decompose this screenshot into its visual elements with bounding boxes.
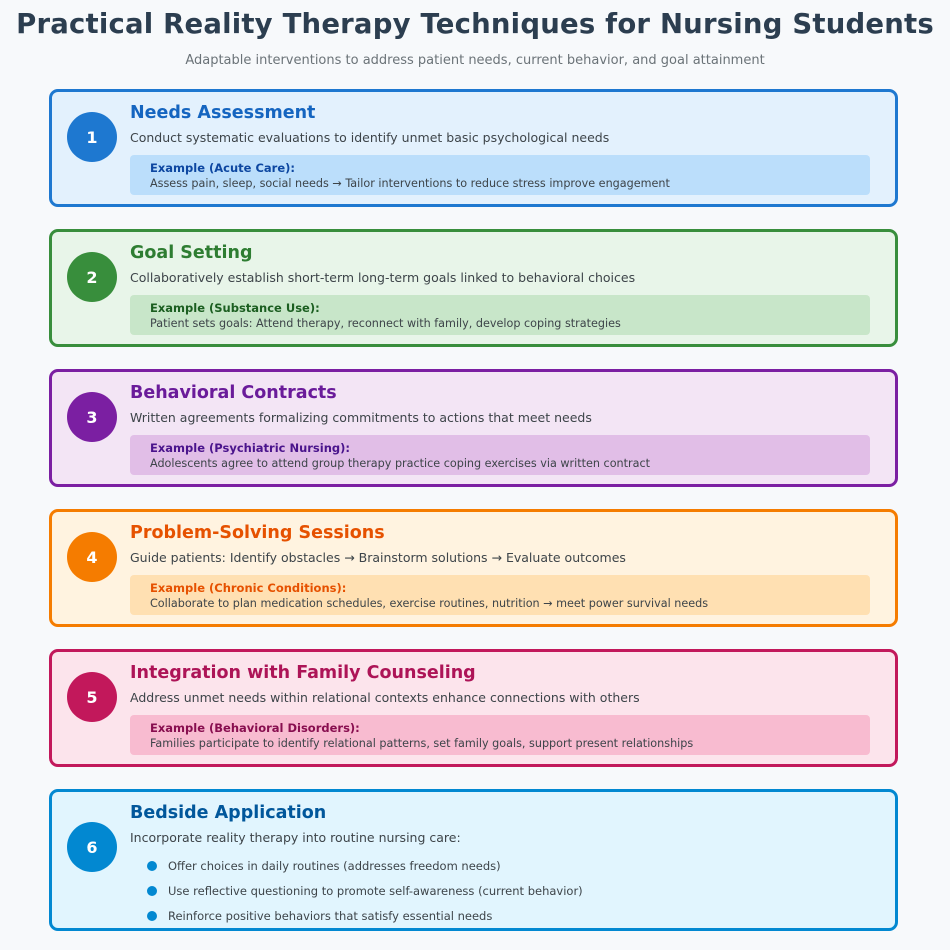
step-description: Written agreements formalizing commitments to actions that meet needs [130, 410, 592, 425]
example-text: Families participate to identify relational patterns, set family goals, support present relationships [150, 737, 694, 750]
page-title: Practical Reality Therapy Techniques for Nursing Students [16, 8, 934, 40]
step-title: Integration with Family Counseling [130, 663, 476, 683]
list-item-text: Use reflective questioning to promote self-awareness (current behavior) [168, 884, 583, 898]
example-label: Example (Chronic Conditions): [150, 581, 347, 595]
step-card-goal-setting [49, 229, 898, 347]
bullet-dot-icon [147, 911, 157, 921]
step-card-problem-solving [49, 509, 898, 627]
example-text: Collaborate to plan medication schedules, exercise routines, nutrition → meet power survival needs [150, 597, 709, 610]
list-item [147, 909, 583, 934]
step-title: Problem-Solving Sessions [130, 523, 385, 543]
example-box [130, 155, 870, 195]
list-item [147, 884, 583, 909]
step-description: Incorporate reality therapy into routine nursing care: [130, 830, 461, 845]
step-card-family-counseling [49, 649, 898, 767]
step-card-bedside-application [49, 789, 898, 931]
example-label: Example (Psychiatric Nursing): [150, 441, 350, 455]
list-item-text: Offer choices in daily routines (addresses freedom needs) [168, 859, 501, 873]
bedside-list [147, 859, 583, 934]
example-box [130, 295, 870, 335]
step-number-badge: 1 [67, 112, 117, 162]
bullet-dot-icon [147, 861, 157, 871]
step-description: Address unmet needs within relational contexts enhance connections with others [130, 690, 640, 705]
bullet-dot-icon [147, 886, 157, 896]
example-box [130, 435, 870, 475]
example-text: Assess pain, sleep, social needs → Tailor interventions to reduce stress improve engagement [150, 177, 670, 190]
step-card-needs-assessment [49, 89, 898, 207]
list-item-text: Reinforce positive behaviors that satisfy essential needs [168, 909, 493, 923]
step-title: Goal Setting [130, 243, 253, 263]
step-number-badge: 2 [67, 252, 117, 302]
step-title: Needs Assessment [130, 103, 316, 123]
example-box [130, 575, 870, 615]
step-description: Collaboratively establish short-term long-term goals linked to behavioral choices [130, 270, 636, 285]
example-text: Patient sets goals: Attend therapy, reconnect with family, develop coping strategies [150, 317, 621, 330]
page-subtitle: Adaptable interventions to address patient needs, current behavior, and goal attainment [185, 53, 765, 68]
step-title: Bedside Application [130, 803, 327, 823]
list-item [147, 859, 583, 884]
step-description: Guide patients: Identify obstacles → Brainstorm solutions → Evaluate outcomes [130, 550, 626, 565]
example-label: Example (Substance Use): [150, 301, 320, 315]
step-number-badge: 5 [67, 672, 117, 722]
step-number-badge: 4 [67, 532, 117, 582]
step-number-badge: 3 [67, 392, 117, 442]
example-text: Adolescents agree to attend group therapy practice coping exercises via written contract [150, 457, 651, 470]
example-box [130, 715, 870, 755]
example-label: Example (Behavioral Disorders): [150, 721, 360, 735]
step-description: Conduct systematic evaluations to identify unmet basic psychological needs [130, 130, 610, 145]
step-title: Behavioral Contracts [130, 383, 337, 403]
step-card-behavioral-contracts [49, 369, 898, 487]
step-number-badge: 6 [67, 822, 117, 872]
example-label: Example (Acute Care): [150, 161, 295, 175]
